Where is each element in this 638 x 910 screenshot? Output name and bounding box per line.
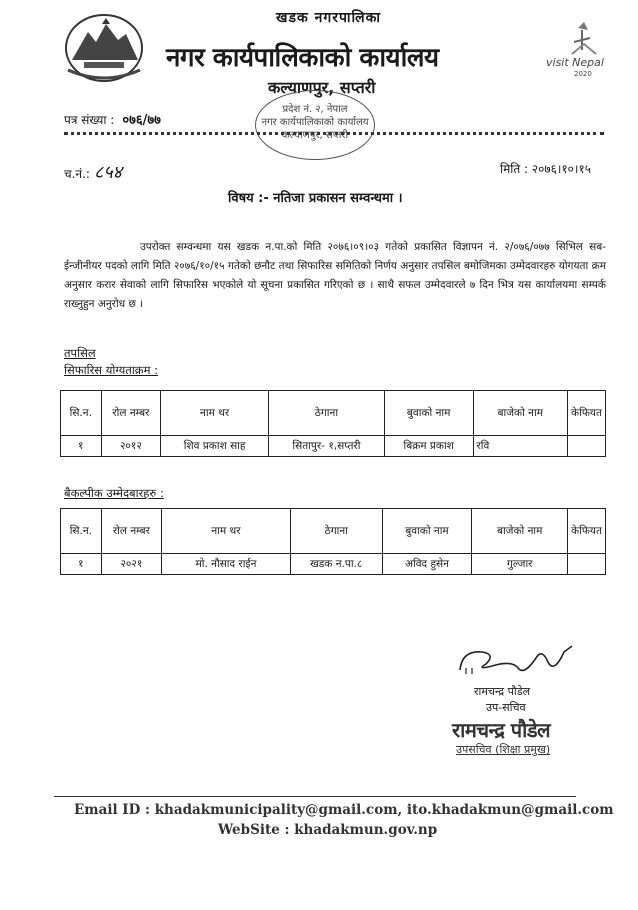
post-stamp: उपसचिव (शिक्षा प्रमुख) <box>456 743 551 756</box>
letter-number <box>64 110 161 128</box>
col-father: बुवाको नाम <box>382 509 472 554</box>
footer-email <box>74 802 614 818</box>
visit-brand: visit Nepal <box>546 56 604 69</box>
table-row <box>61 436 606 457</box>
office-stamp <box>255 90 375 160</box>
col-remarks: केफियत <box>568 391 606 436</box>
col-father: बुवाको नाम <box>384 391 473 436</box>
date-value: २०७६।१०।१५ <box>531 162 591 176</box>
patra-value: ०७६/७७ <box>122 113 161 128</box>
footer-website <box>218 822 437 838</box>
cell-father: बिक्रम प्रकाश <box>384 436 473 457</box>
col-name: नाम थर <box>162 509 291 554</box>
office-title: नगर कार्यपालिकाको कार्यालय <box>166 43 439 73</box>
cell-remarks <box>568 554 606 575</box>
chalani-value: ८५४ <box>93 162 123 183</box>
col-address: ठेगाना <box>290 509 382 554</box>
signatory-name: रामचन्द्र पौडेल <box>474 685 531 698</box>
cell-name: मो. नौसाद राईन <box>162 554 291 575</box>
col-grandfather: बाजेको नाम <box>472 509 568 554</box>
col-roll: रोल नम्बर <box>101 391 161 436</box>
cell-sn: १ <box>61 554 102 575</box>
web-label: WebSite : <box>218 822 290 838</box>
col-sn: सि.न. <box>61 509 102 554</box>
col-remarks: केफियत <box>568 509 606 554</box>
recommended-heading: सिफारिस योग्यताक्रम : <box>64 363 159 377</box>
signatory-post: उप-सचिव <box>486 701 526 714</box>
alternate-heading: बैकल्पीक उम्मेदबारहरु : <box>64 486 164 500</box>
signature-image <box>452 640 582 678</box>
col-address: ठेगाना <box>269 391 385 436</box>
cell-name: शिव प्रकाश साह <box>161 436 269 457</box>
dotted-divider <box>64 132 604 135</box>
office-address: कल्याणपुर, सप्तरी <box>268 78 376 97</box>
cell-address: सितापुर- १,सप्तरी <box>269 436 385 457</box>
table-header-row <box>61 509 606 554</box>
cell-roll: २०२१ <box>101 554 161 575</box>
alternate-table <box>60 508 606 575</box>
chalani-label: च.नं.: <box>64 167 90 181</box>
patra-label: पत्र संख्या : <box>64 113 115 127</box>
col-name: नाम थर <box>161 391 269 436</box>
cell-grandfather: गुल्जार <box>472 554 568 575</box>
table-row <box>61 554 606 575</box>
cell-grandfather: रवि <box>473 436 568 457</box>
email-label: Email ID : <box>74 802 150 818</box>
body-paragraph: उपरोक्त सम्वन्धमा यस खडक न.पा.को मिति २०७६।०९।०३ गतेको प्रकासित विज्ञापन नं. २/०७६/०७७ सिभिल सब-ईन्जीनीयर पदको लागि मिति २०७६/१०/१५ गतेको छनौट तथा सिफारिस समितिको निर्णय अनुसार तपसिल बमोजिमका उम्मेदवारहरु योगयता क्रम अनुसार करार सेवाको लागि सिफारिस भएकोले यो सूचना प्रकासित गरिएको छ । साथै सफल उम्मेदवारले ७ दिन भित्र यस कार्यालयमा सम्पर्क राख्नुहुन अनुरोध छ । <box>64 241 606 310</box>
cell-address: खडक न.पा.८ <box>290 554 382 575</box>
government-emblem-icon <box>62 10 146 84</box>
section-title: तपसिल <box>64 346 96 360</box>
visit-nepal-logo <box>544 20 622 78</box>
email-value: khadakmunicipality@gmail.com, ito.khadakmun@gmail.com <box>154 802 614 818</box>
footer-divider <box>54 796 576 797</box>
visit-year: 2020 <box>574 70 592 78</box>
col-sn: सि.न. <box>61 391 102 436</box>
subject-line: विषय :- नतिजा प्रकासन सम्वन्धमा । <box>228 191 403 206</box>
municipality-name: खडक नगरपालिका <box>276 10 382 26</box>
stamp-ring-text: नगर कार्यपालिकाको कार्यालय कल्याणपुर, सप्तरी <box>261 117 369 141</box>
cell-remarks <box>568 436 606 457</box>
col-grandfather: बाजेको नाम <box>473 391 568 436</box>
cell-sn: १ <box>61 436 102 457</box>
web-value: khadakmun.gov.np <box>294 822 438 838</box>
cell-father: अविद हुसेन <box>382 554 472 575</box>
dispatch-number <box>64 160 122 184</box>
cell-roll: २०१२ <box>101 436 161 457</box>
date-label: मिति : <box>500 162 529 176</box>
letter-date <box>500 160 591 177</box>
name-stamp: रामचन्द्र पौडेल <box>452 718 551 742</box>
recommended-table <box>60 390 606 457</box>
stamp-line: प्रदेश नं. २, नेपाल <box>282 104 348 115</box>
table-header-row <box>61 391 606 436</box>
col-roll: रोल नम्बर <box>101 509 161 554</box>
